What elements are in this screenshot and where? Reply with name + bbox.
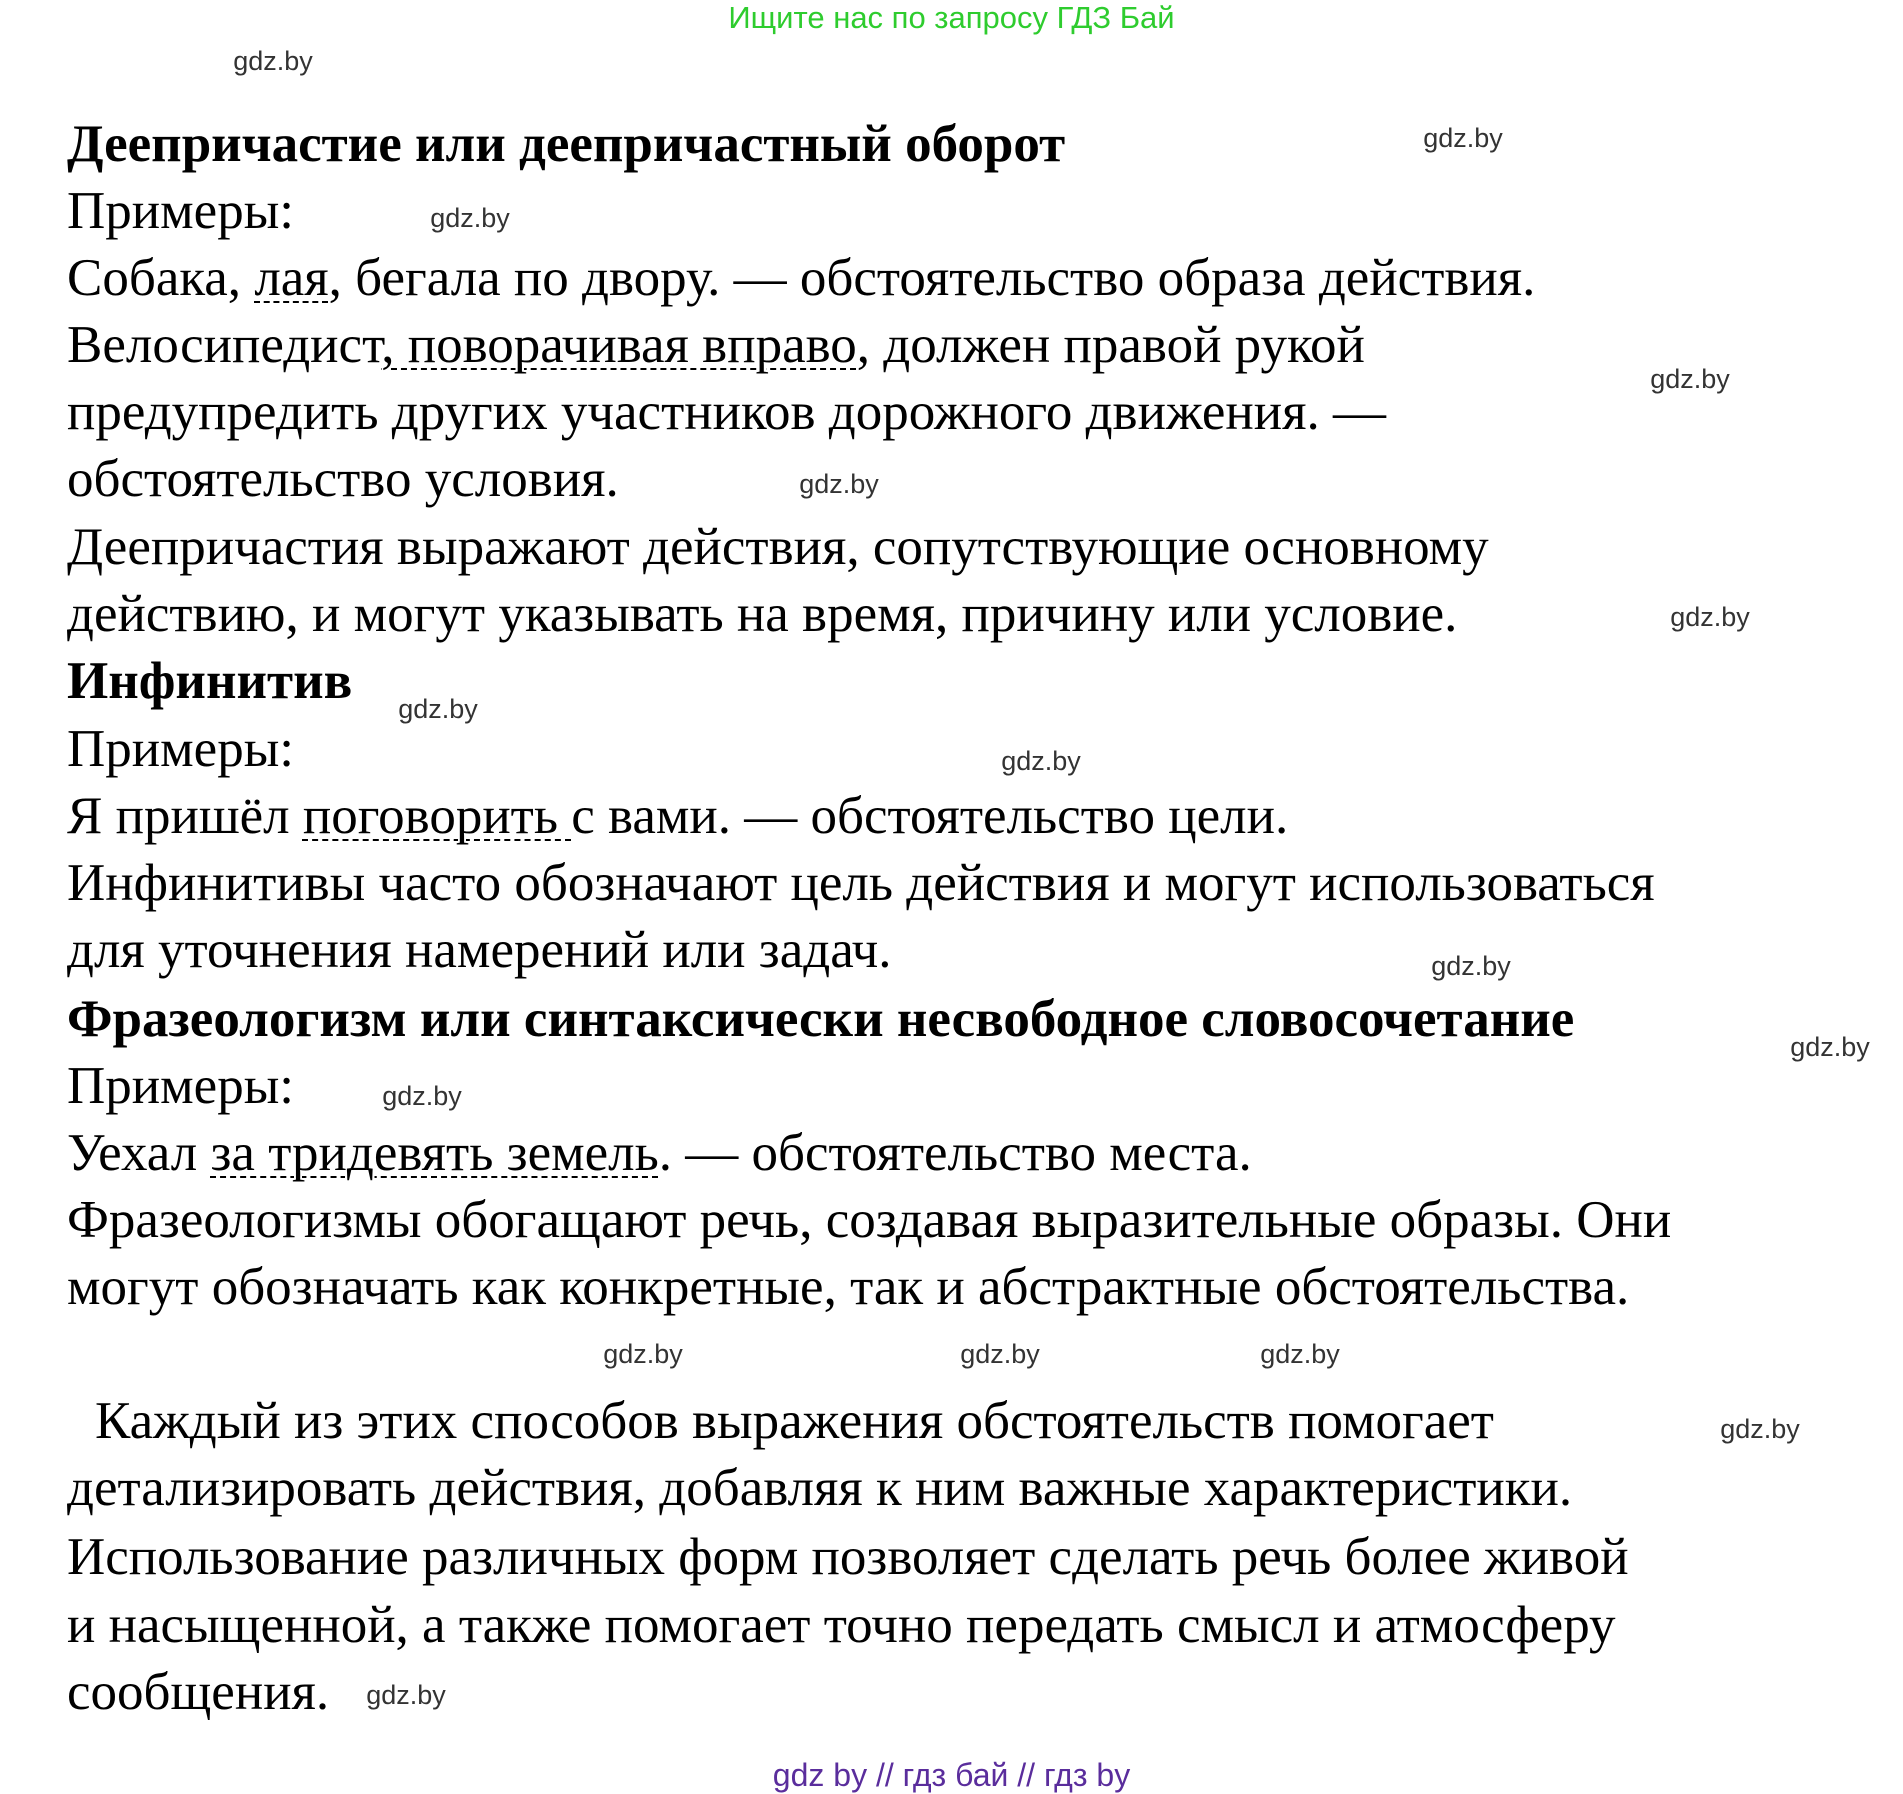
watermark: gdz.by	[1431, 951, 1511, 981]
text-line: предупредить других участников дорожного движения. —	[67, 383, 1386, 441]
example-sentence	[67, 783, 1288, 849]
watermark: gdz.by	[1001, 746, 1081, 776]
text: Собака,	[67, 249, 255, 307]
example-sentence	[67, 312, 1365, 378]
watermark: gdz.by	[382, 1081, 462, 1111]
underlined-part: поговорить	[302, 787, 572, 845]
watermark: gdz.by	[398, 694, 478, 724]
section-heading-infinitive: Инфинитив	[67, 652, 353, 710]
example-sentence	[67, 1120, 1252, 1186]
conclusion-line: сообщения.	[67, 1663, 330, 1721]
watermark: gdz.by	[1720, 1414, 1800, 1444]
conclusion-line: Использование различных форм позволяет сделать речь более живой	[67, 1528, 1629, 1586]
conclusion-line: и насыщенной, а также помогает точно передать смысл и атмосферу	[67, 1596, 1616, 1654]
text-line: обстоятельство условия.	[67, 450, 619, 508]
examples-label: Примеры:	[67, 720, 295, 778]
example-sentence	[67, 245, 1535, 311]
conclusion-line: Каждый из этих способов выражения обстоятельств помогает	[95, 1392, 1494, 1450]
watermark: gdz.by	[799, 469, 879, 499]
text-line: действию, и могут указывать на время, причину или условие.	[67, 585, 1458, 643]
text: , должен правой рукой	[856, 316, 1365, 374]
examples-label: Примеры:	[67, 1057, 295, 1115]
text: Уехал	[67, 1124, 211, 1182]
text-line: Фразеологизмы обогащают речь, создавая выразительные образы. Они	[67, 1191, 1672, 1249]
text-line: Деепричастия выражают действия, сопутствующие основному	[67, 518, 1489, 576]
text: Велосипедист	[67, 316, 382, 374]
watermark: gdz.by	[233, 46, 313, 76]
watermark: gdz.by	[960, 1339, 1040, 1369]
watermark: gdz.by	[1423, 123, 1503, 153]
footer-links[interactable]: gdz by // гдз бай // гдз by	[772, 1757, 1131, 1793]
watermark: gdz.by	[1650, 364, 1730, 394]
text-line: могут обозначать как конкретные, так и абстрактные обстоятельства.	[67, 1258, 1630, 1316]
text-line: Инфинитивы часто обозначают цель действия и могут использоваться	[67, 854, 1655, 912]
text-line: для уточнения намерений или задач.	[67, 921, 892, 979]
section-heading-gerund: Деепричастие или деепричастный оборот	[67, 115, 1066, 173]
watermark: gdz.by	[1670, 602, 1750, 632]
underlined-part: , поворачивая вправо	[381, 316, 857, 374]
text: . — обстоятельство места.	[658, 1124, 1252, 1182]
underlined-part: за тридевять земель	[210, 1124, 659, 1182]
watermark: gdz.by	[1260, 1339, 1340, 1369]
text: с вами. — обстоятельство цели.	[571, 787, 1289, 845]
underlined-part: лая	[254, 249, 329, 307]
watermark: gdz.by	[1790, 1032, 1870, 1062]
watermark: gdz.by	[430, 203, 510, 233]
search-hint-banner: Ищите нас по запросу ГДЗ Бай	[728, 0, 1175, 35]
text: Я пришёл	[67, 787, 303, 845]
section-heading-phraseologism: Фразеологизм или синтаксически несвободное словосочетание	[67, 990, 1575, 1048]
watermark: gdz.by	[603, 1339, 683, 1369]
conclusion-line: детализировать действия, добавляя к ним важные характеристики.	[67, 1459, 1573, 1517]
watermark: gdz.by	[366, 1680, 446, 1710]
examples-label: Примеры:	[67, 182, 295, 240]
text: , бегала по двору. — обстоятельство образа действия.	[328, 249, 1536, 307]
